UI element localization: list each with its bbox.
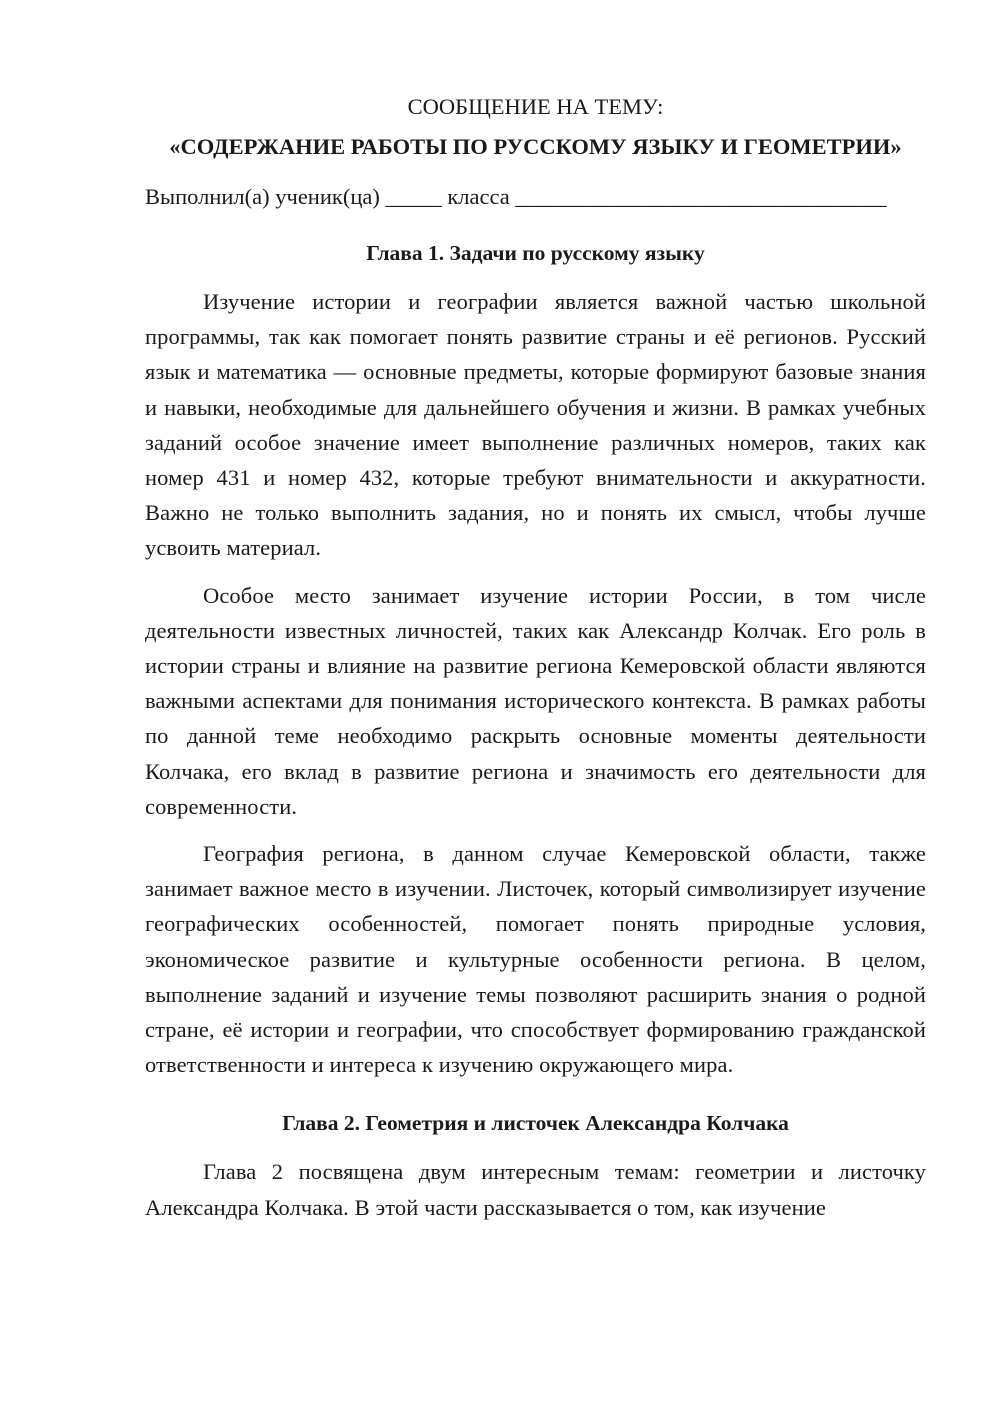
topic-label: СООБЩЕНИЕ НА ТЕМУ: xyxy=(407,94,664,119)
chapter-2-heading: Глава 2. Геометрия и листочек Александра Колчака xyxy=(282,1111,789,1136)
document-title: «СОДЕРЖАНИЕ РАБОТЫ ПО РУССКОМУ ЯЗЫКУ И ГЕОМЕТРИИ» xyxy=(169,134,902,159)
signature-line: Выполнил(а) ученик(ца) _____ класса _________________________________ xyxy=(145,184,887,209)
chapter-1-paragraph: География региона, в данном случае Кемеровской области, также занимает важное место в изучении. Листочек, который символизирует изучение географических особенностей, помогает понять природные условия, экономическое развитие и культурные особенности региона. В целом, выполнение заданий и изучение темы позволяют расширить знания о родной стране, её истории и географии, что способствует формированию гражданской ответственности и интереса к изучению окружающего мира. xyxy=(145,841,926,1078)
chapter-2-paragraph: Глава 2 посвящена двум интересным темам: геометрии и листочку Александра Колчака. В этой части рассказывается о том, как изучение xyxy=(145,1159,926,1220)
chapter-1-paragraph: Изучение истории и географии является важной частью школьной программы, так как помогает понять развитие страны и её регионов. Русский язык и математика — основные предметы, которые формируют базовые знания и навыки, необходимые для дальнейшего обучения и жизни. В рамках учебных заданий особое значение имеет выполнение различных номеров, таких как номер 431 и номер 432, которые требуют внимательности и аккуратности. Важно не только выполнить задания, но и понять их смысл, чтобы лучше усвоить материал. xyxy=(145,289,926,561)
chapter-1-paragraph: Особое место занимает изучение истории России, в том числе деятельности известных личностей, таких как Александр Колчак. Его роль в истории страны и влияние на развитие региона Кемеровской области являются важными аспектами для понимания исторического контекста. В рамках работы по данной теме необходимо раскрыть основные моменты деятельности Колчака, его вклад в развитие региона и значимость его деятельности для современности. xyxy=(145,582,926,819)
chapter-1-heading: Глава 1. Задачи по русскому языку xyxy=(366,241,705,265)
